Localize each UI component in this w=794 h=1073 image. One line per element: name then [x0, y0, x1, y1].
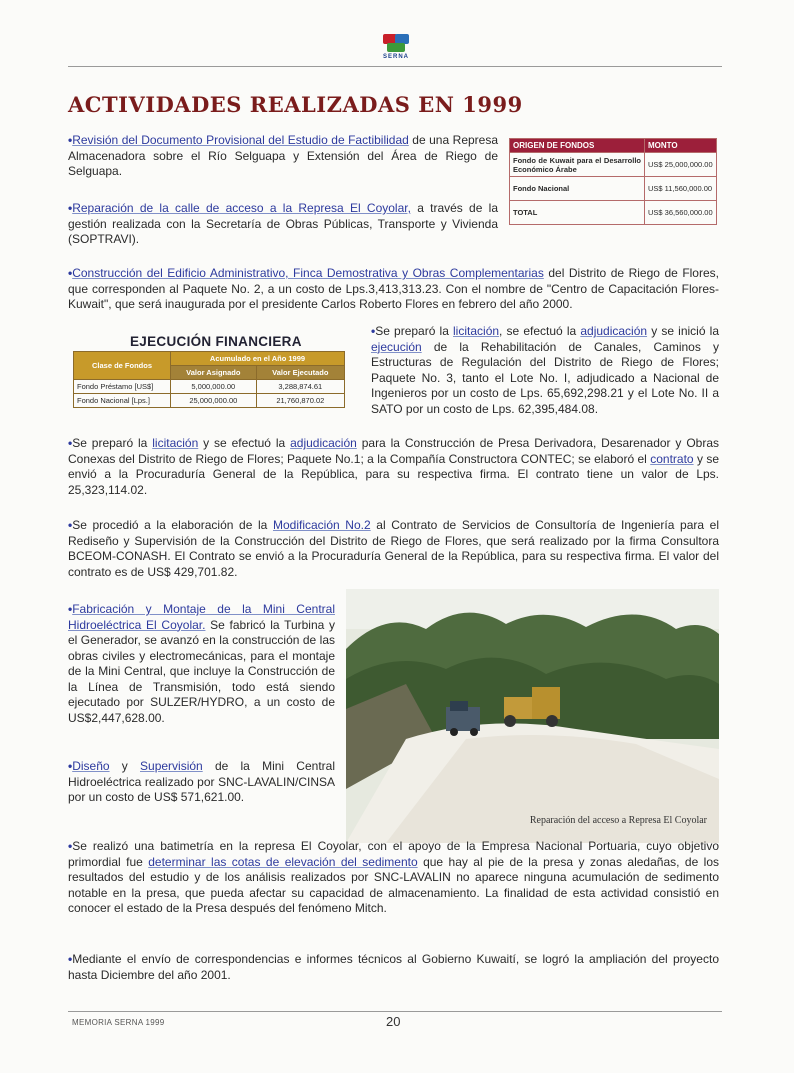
paragraph-ampliacion	[68, 952, 719, 983]
text-fabricacion: Se fabricó la Turbina y el Generador, se avanzó en la construcción de las obras civiles y electromecánicas, para el montaje de la Mini Central, que incluye la Construcción de la Línea de Transmisión, todo está siendo ejecutado por SULZER/HYDRO, a un costo de US$2,447,628.00.	[68, 617, 336, 725]
table-row	[510, 201, 717, 225]
link-ejecucion: ejecución	[371, 339, 422, 354]
serna-logo	[378, 32, 414, 60]
fund-cell: US$ 11,560,000.00	[645, 177, 717, 201]
paragraph-revision	[68, 133, 498, 180]
text-segment: Se preparó la	[72, 436, 153, 450]
link-fabricacion: Fabricación y Montaje de la Mini Central Hidroeléctrica El Coyolar.	[68, 602, 335, 632]
fund-cell: TOTAL	[510, 201, 645, 225]
paragraph-modificacion	[68, 518, 719, 580]
text-segment: , se efectuó la	[499, 324, 581, 338]
paragraph-licitacion-paquete3	[371, 324, 719, 417]
photo-road-repair	[346, 589, 719, 843]
text-construccion: del Distrito de Riego de Flores, que corresponden al Paquete No. 2, a un costo de Lps.3,413,313.23. Con el nombre de "Centro de Capacitación Flores-Kuwait", que será inaugurada por el presidente Carlos Roberto Flores en febrero del año 2000.	[68, 266, 719, 311]
exec-col-header: Clase de Fondos	[74, 352, 171, 380]
paragraph-diseno	[68, 759, 335, 806]
table-row	[510, 153, 717, 177]
table-row	[74, 394, 345, 408]
photo-caption-text: Reparación del acceso a Represa El Coyolar	[526, 815, 719, 826]
bullet: •	[68, 436, 73, 450]
exec-sub-header: Valor Ejecutado	[256, 366, 344, 380]
text-segment: y se envió a la Procuraduría General de la República, para su respectiva firma. El contrato tiene un valor de Lps. 25,323,114.02.	[68, 451, 720, 497]
exec-sub-header: Valor Asignado	[171, 366, 257, 380]
table-row	[510, 177, 717, 201]
exec-cell: Fondo Nacional [Lps.]	[74, 394, 171, 408]
paragraph-fabricacion	[68, 602, 335, 726]
text-segment: para la Construcción de Presa Derivadora, Desarenador y Obras Conexas del Distrito de Riego de Flores; Paquete No.1; a la Compañía Constructora CONTEC; se elaboró el	[68, 436, 719, 466]
bullet: •	[68, 133, 73, 147]
photo-caption	[346, 815, 719, 826]
page-title: ACTIVIDADES REALIZADAS EN 1999	[68, 92, 523, 117]
link-revision: Revisión del Documento Provisional del Estudio de Factibilidad	[72, 133, 409, 147]
exec-cell: 25,000,000.00	[171, 394, 257, 408]
link-diseno: Diseño	[72, 759, 110, 773]
table-row	[74, 380, 345, 394]
exec-cell: 3,288,874.61	[256, 380, 344, 394]
bullet: •	[68, 952, 73, 966]
bullet: •	[68, 266, 73, 280]
bullet: •	[68, 839, 73, 853]
exec-group-header: Acumulado en el Año 1999	[171, 352, 345, 366]
bullet: •	[68, 201, 73, 215]
link-adjudicacion: adjudicación	[290, 436, 357, 450]
fund-cell: US$ 36,560,000.00	[645, 201, 717, 225]
paragraph-reparacion	[68, 201, 498, 248]
footer-rule	[68, 1011, 722, 1012]
link-sedimento: determinar las cotas de elevación del sedimento	[148, 854, 418, 869]
text-segment: Se realizó una batimetría en la represa El Coyolar, con el apoyo de la Empresa Nacional Portuaria, cuyo objetivo primordial fue	[68, 839, 719, 869]
exec-financial-table	[73, 351, 345, 408]
text-segment: al Contrato de Servicios de Consultoría de Ingeniería para el Rediseño y Supervisión de la Construcción del Distrito de Riego de Flores, que será realizado por la firma Consultora BCEOM-CONASH. El Contrato se envió a la Procuraduría General de la República, para su respectiva firma. El valor del contrato es de US$ 429,701.82.	[68, 518, 720, 579]
header-rule	[68, 66, 722, 67]
fund-header-amount: MONTO	[645, 139, 717, 153]
bullet: •	[68, 518, 73, 532]
exec-table-title: EJECUCIÓN FINANCIERA	[130, 334, 302, 349]
logo-text: SERNA	[382, 54, 409, 60]
exec-cell: Fondo Préstamo [US$]	[74, 380, 171, 394]
fund-header-origin: ORIGEN DE FONDOS	[510, 139, 645, 153]
paragraph-licitacion-paquete1	[68, 436, 719, 498]
bullet: •	[68, 759, 73, 773]
serna-logo-mark	[381, 32, 411, 54]
fund-origin-table	[509, 138, 717, 225]
paragraph-batimetria	[68, 839, 719, 917]
text-segment: de la Rehabilitación de Canales, Caminos y Estructuras de Regulación del Distrito de Riego de Flores; Paquete No. 3, tanto el Lote No. I, adjudicado a Nacional de Ingenieros por un costo de Lps. 65,692,298.21 y el Lote No. II a SATO por un costo de Lps. 62,395,484.08.	[371, 339, 719, 416]
link-reparacion: Reparación de la calle de acceso a la Represa El Coyolar,	[72, 201, 411, 215]
text-segment: de la Mini Central Hidroeléctrica realizado por SNC-LAVALIN/CINSA por un costo de US$ 571,621.00.	[68, 759, 335, 804]
exec-cell: 21,760,870.02	[256, 394, 344, 408]
link-modificacion: Modificación No.2	[272, 518, 371, 532]
link-licitacion: licitación	[152, 436, 199, 450]
text-segment: y se efectuó la	[198, 436, 291, 450]
fund-cell: Fondo de Kuwait para el Desarrollo Económico Árabe	[510, 153, 645, 177]
fund-cell: Fondo Nacional	[510, 177, 645, 201]
link-supervision: Supervisión	[140, 759, 203, 773]
text-segment: y	[109, 759, 141, 773]
text-segment: Se preparó la	[375, 324, 454, 338]
text-segment: Se procedió a la elaboración de la	[72, 518, 273, 532]
link-adjudicacion: adjudicación	[580, 324, 648, 338]
exec-cell: 5,000,000.00	[171, 380, 257, 394]
text-revision: de una Represa Almacenadora sobre el Río Selguapa y Extensión del Área de Riego de Selguapa.	[68, 133, 499, 178]
footer-publication: MEMORIA SERNA 1999	[72, 1018, 165, 1027]
text-ampliacion: Mediante el envío de correspondencias e informes técnicos al Gobierno Kuwaití, se logró la ampliación del proyecto hasta Diciembre del año 2001.	[68, 952, 719, 982]
road-repair-image	[346, 589, 719, 843]
bullet: •	[371, 324, 376, 338]
bullet: •	[68, 602, 73, 616]
text-segment: que hay al pie de la presa y zonas aledañas, de los resultados del estudio y de los análisis realizados por SNC-LAVALIN no aparece ninguna acumulación de sedimento notable en la presa, que pueda afectar su capacidad de almacenamiento. La finalidad de esta actividad consistió en conocer el estado de la Presa después del fenómeno Mitch.	[68, 854, 720, 915]
link-construccion: Construcción del Edificio Administrativo, Finca Demostrativa y Obras Complementarias	[72, 266, 544, 280]
page-number: 20	[386, 1014, 401, 1029]
link-licitacion: licitación	[453, 324, 500, 338]
link-contrato: contrato	[650, 451, 694, 466]
text-reparacion: a través de la gestión realizada con la Secretaría de Obras Públicas, Transporte y Vivienda (SOPTRAVI).	[68, 201, 498, 246]
paragraph-construccion	[68, 266, 719, 313]
fund-cell: US$ 25,000,000.00	[645, 153, 717, 177]
text-segment: y se inició la	[647, 324, 719, 338]
